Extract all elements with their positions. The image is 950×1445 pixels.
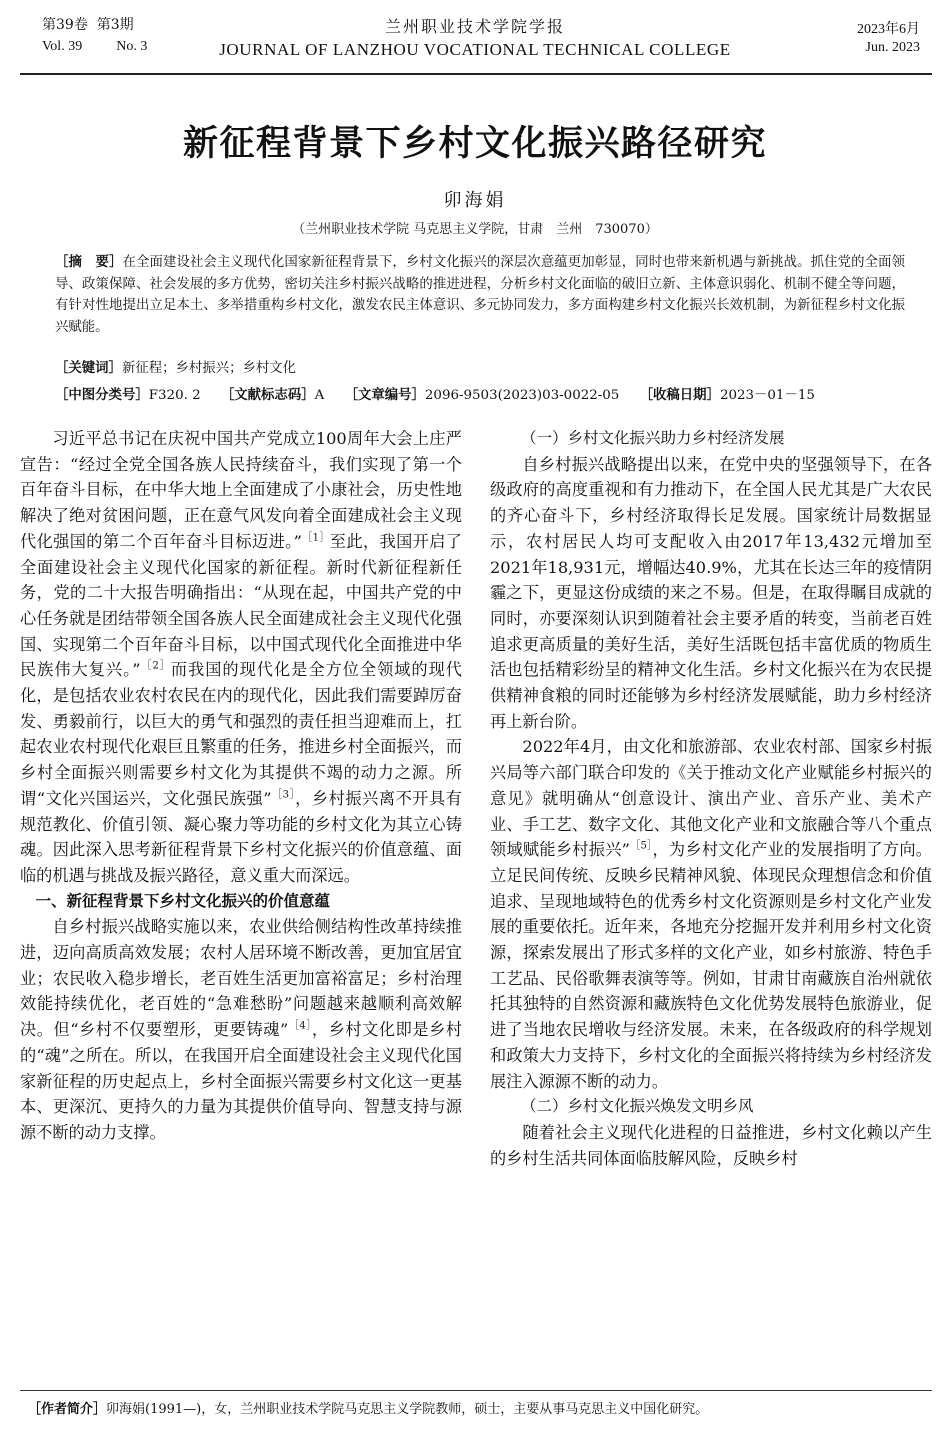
paragraph-text: ，乡村振兴离不开具有规范教化、价值引领、凝心聚力等功能的乡村文化为其立心铸魂。因此深入思考新征程背景下乡村文化振兴的价值意蕴、面临的机遇与挑战及振兴路径，意义重大而深远。 xyxy=(20,788,462,885)
doc-code-label: ［文献标志码］ xyxy=(220,388,315,403)
author-bio-label: ［作者简介］ xyxy=(28,1402,107,1417)
paragraph-section1 xyxy=(20,914,462,1145)
doc-code-value: A xyxy=(314,388,325,403)
page-header xyxy=(0,0,950,80)
issue-cn: 第3期 xyxy=(96,17,134,33)
paragraph-text: 2022年4月，由文化和旅游部、农业农村部、国家乡村振兴局等六部门联合印发的《关于推动文化产业赋能乡村振兴的意见》就明确从“创意设计、演出产业、音乐产业、美术产业、手工艺、数字文化、其他文化产业和文旅融合等八个重点领域赋能乡村振兴” xyxy=(490,737,932,860)
abstract xyxy=(55,252,905,338)
article-no-value: 2096-9503(2023)03-0022-05 xyxy=(424,388,620,403)
paragraph-intro xyxy=(20,426,462,889)
clc-item xyxy=(55,388,201,403)
keywords-text: 新征程；乡村振兴；乡村文化 xyxy=(121,361,297,376)
citation-ref: ［2］ xyxy=(140,660,171,672)
issue-en: No. 3 xyxy=(116,39,148,54)
subsection-heading-2: （二）乡村文化振兴焕发文明乡风 xyxy=(521,1097,754,1116)
abstract-label: ［摘 要］ xyxy=(55,255,123,270)
clc-label: ［中图分类号］ xyxy=(55,388,149,403)
header-rule xyxy=(20,73,932,75)
paragraph-civility: 随着社会主义现代化进程的日益推进，乡村文化赖以产生的乡村生活共同体面临肢解风险，反映乡村 xyxy=(490,1122,932,1168)
received-item xyxy=(640,388,815,403)
article-no-label: ［文章编号］ xyxy=(344,388,425,403)
subsection-heading-1: （一）乡村文化振兴助力乡村经济发展 xyxy=(521,429,785,447)
citation-ref: ［1］ xyxy=(301,532,330,544)
clc-value: F320. 2 xyxy=(148,388,201,403)
abstract-text: 在全面建设社会主义现代化国家新征程背景下，乡村文化振兴的深层次意蕴更加彰显，同时也带来新机遇与新挑战。抓住党的全面领导、政策保障、社会发展的多方优势，密切关注乡村振兴战略的推进进程，分析乡村文化面临的破旧立新、主体意识弱化、机制不健全等问题，有针对性地提出立足本土、多举措重构乡村文化，激发农民主体意识、多元协同发力，多方面构建乡村文化振兴长效机制，为新征程乡村文化振兴赋能。 xyxy=(55,255,905,335)
paragraph-economy: 自乡村振兴战略提出以来，在党中央的坚强领导下，在各级政府的高度重视和有力推动下，在全国人民尤其是广大农民的齐心奋斗下，乡村经济取得长足发展。国家统计局数据显示，农村居民人均可支配收入由2017年13,432元增加至2021年18,931元，增幅达40.9%，尤其在长达三年的疫情阴霾之下，更显这份成绩的来之不易。但是，在取得瞩目成就的同时，亦要深刻认识到随着社会主要矛盾的转变，当前老百姓追求更高质量的美好生活，美好生活既包括丰富优质的物质生活也包括精彩纷呈的精神文化生活。乡村文化振兴在为农民提供精神食粮的同时还能够为乡村经济发展赋能，助力乡村经济再上新台阶。 xyxy=(490,454,932,731)
citation-ref: ［3］ xyxy=(271,789,296,801)
section-heading-1: 一、新征程背景下乡村文化振兴的价值意蕴 xyxy=(35,891,331,910)
citation-ref: ［5］ xyxy=(629,840,653,852)
date-cn: 2023年6月 xyxy=(857,22,920,37)
paragraph-industry xyxy=(490,734,932,1094)
paragraph-text: 自乡村振兴战略实施以来，农业供给侧结构性改革持续推进，迈向高质高效发展；农村人居环境不断改善，更加宜居宜业；农民收入稳步增长，老百姓生活更加富裕富足；乡村治理效能持续优化，老百姓的“急难愁盼”问题越来越顺利高效解决。但“乡村不仅要塑形，更要铸魂” xyxy=(20,917,462,1040)
body-right-column xyxy=(490,426,932,1171)
volume-cn: 第39卷 xyxy=(42,17,88,33)
keywords xyxy=(55,359,905,379)
keywords-label: ［关键词］ xyxy=(55,361,122,376)
author-affiliation: （兰州职业技术学院 马克思主义学院，甘肃 兰州 730070） xyxy=(292,222,658,237)
author-bio-text: 卯海娟(1991—)，女，兰州职业技术学院马克思主义学院教师，硕士，主要从事马克思主义中国化研究。 xyxy=(106,1402,709,1417)
received-label: ［收稿日期］ xyxy=(639,388,720,403)
paragraph-text: 至此，我国开启了全面建设社会主义现代化国家的新征程。新时代新征程新任务，党的二十大报告明确指出：“从现在起，中国共产党的中心任务就是团结带领全国各族人民全面建成社会主义现代化强国、实现第二个百年奋斗目标，以中国式现代化全面推进中华民族伟大复兴。” xyxy=(20,531,462,680)
doc-code-item xyxy=(221,388,324,403)
article-meta xyxy=(55,386,925,406)
journal-name-cn: 兰州职业技术学院学报 xyxy=(384,17,565,36)
article-author: 卯海娟 xyxy=(443,190,507,211)
date-en: Jun. 2023 xyxy=(865,40,920,55)
volume-en: Vol. 39 xyxy=(42,39,83,54)
received-value: 2023－01－15 xyxy=(719,388,815,403)
article-no-item xyxy=(345,388,620,403)
article-title: 新征程背景下乡村文化振兴路径研究 xyxy=(182,123,767,164)
journal-name-en: JOURNAL OF LANZHOU VOCATIONAL TECHNICAL COLLEGE xyxy=(219,40,731,59)
footer-rule xyxy=(20,1390,932,1391)
paragraph-text: ，乡村文化即是乡村的“魂”之所在。所以，在我国开启全面建设社会主义现代化国家新征程的历史起点上，乡村全面振兴需要乡村文化这一更基本、更深沉、更持久的力量为其提供价值导向、智慧支持与源源不断的动力支撑。 xyxy=(20,1020,462,1142)
paragraph-text: ，为乡村文化产业的发展指明了方向。立足民间传统、反映乡民精神风貌、体现民众理想信念和价值追求、呈现地域特色的优秀乡村文化资源则是乡村文化产业发展的重要依托。近年来，各地充分挖掘开发并利用乡村文化资源，探索发展出了形式多样的文化产业，如乡村旅游、特色手工艺品、民俗歌舞表演等等。例如，甘肃甘南藏族自治州就依托其独特的自然资源和藏族特色文化优势发展特色旅游业，促进了当地农民增收与经济发展。未来，在各级政府的科学规划和政策大力支持下，乡村文化的全面振兴将持续为乡村经济发展注入源源不断的动力。 xyxy=(490,840,932,1091)
paragraph-text: 习近平总书记在庆祝中国共产党成立100周年大会上庄严宣告：“经过全党全国各族人民持续奋斗，我们实现了第一个百年奋斗目标，在中华大地上全面建成了小康社会，历史性地解决了绝对贫困问题，正在意气风发向着全面建成社会主义现代化强国的第二个百年奋斗目标迈进。” xyxy=(20,429,462,551)
body-left-column xyxy=(20,426,462,1146)
author-bio xyxy=(28,1401,708,1419)
citation-ref: ［4］ xyxy=(288,1020,312,1032)
paragraph-text: 而我国的现代化是全方位全领域的现代化，是包括农业农村农民在内的现代化，因此我们需要踔厉奋发、勇毅前行，以巨大的勇气和强烈的责任担当迎难而上，扛起农业农村现代化艰巨且繁重的任务，推进乡村全面振兴，而乡村全面振兴则需要乡村文化为其提供不竭的动力之源。所谓“文化兴国运兴，文化强民族强” xyxy=(20,660,462,808)
